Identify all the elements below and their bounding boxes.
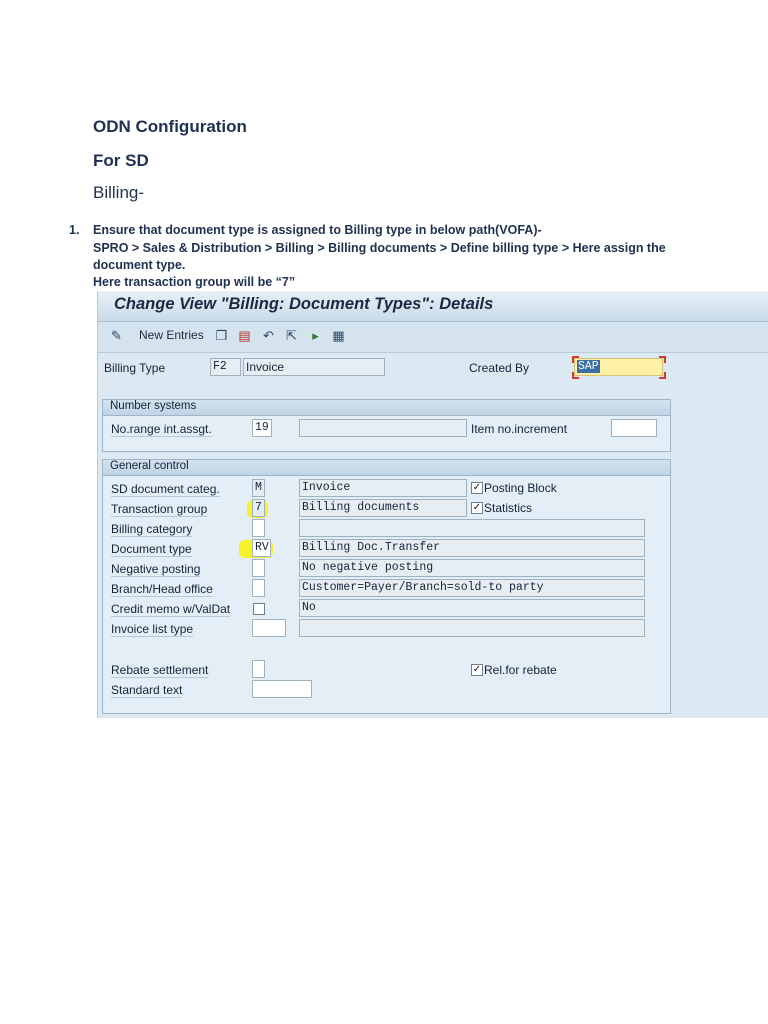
negative-posting-description: No negative posting [299,559,645,577]
transaction-group-field: 7 [252,499,265,517]
sd-document-category-label: SD document categ. [111,482,220,496]
step-text-line-1: Ensure that document type is assigned to Billing type in below path(VOFA)- [93,223,542,237]
number-systems-title-bar [103,400,670,416]
created-by-value: SAP [578,360,599,373]
step-text-line-4: Here transaction group will be “7” [93,275,296,289]
doc-heading-for-sd: For SD [93,151,149,170]
step-text-line-3: document type. [93,258,186,272]
next-icon[interactable]: ▸ [312,328,319,343]
new-entries-button[interactable]: New Entries [139,328,204,342]
sap-screen [97,291,768,718]
rebate-settlement-field[interactable] [252,660,265,678]
select-all-icon[interactable]: ⇱ [286,328,297,343]
negative-posting-label: Negative posting [111,562,201,576]
corner-mark [572,372,579,379]
credit-memo-label: Credit memo w/ValDat [111,602,231,616]
rel-for-rebate-checkbox[interactable]: ✓ [472,664,482,675]
document-type-description: Billing Doc.Transfer [299,539,645,557]
billing-type-field: F2 [210,358,241,376]
delete-icon[interactable]: ▤ [238,328,251,343]
standard-text-field[interactable] [252,680,312,698]
item-increment-label: Item no.increment [471,422,568,436]
invoice-list-type-field[interactable] [252,619,286,637]
general-control-title-bar [103,460,670,476]
doc-heading-billing: Billing- [93,183,145,202]
item-increment-field[interactable] [611,419,657,437]
posting-block-checkbox[interactable]: ✓ [472,482,482,493]
posting-block-label: Posting Block [484,481,557,495]
corner-mark [572,356,579,363]
branch-head-office-description: Customer=Payer/Branch=sold-to party [299,579,645,597]
undo-icon[interactable]: ↶ [263,328,274,343]
corner-mark [659,372,666,379]
rebate-settlement-label: Rebate settlement [111,663,209,677]
invoice-list-type-label: Invoice list type [111,622,194,636]
step-text-line-2: SPRO > Sales & Distribution > Billing > Billing documents > Define billing type > Here assign the [93,241,666,255]
branch-head-office-field[interactable] [252,579,265,597]
billing-type-label: Billing Type [104,361,166,375]
standard-text-label: Standard text [111,683,183,697]
negative-posting-field[interactable] [252,559,265,577]
branch-head-office-label: Branch/Head office [111,582,213,596]
doc-heading-odn-configuration: ODN Configuration [93,117,247,136]
general-control-group [102,459,671,714]
number-systems-title: Number systems [110,400,197,412]
sap-title-bar [98,291,768,322]
deselect-icon[interactable]: ▦ [332,328,345,343]
billing-category-field[interactable] [252,519,265,537]
billing-type-description: Invoice [243,358,385,376]
invoice-list-type-description [299,619,645,637]
transaction-group-description: Billing documents [299,499,467,517]
rel-for-rebate-label: Rel.for rebate [484,663,557,677]
sap-screen-title: Change View "Billing: Document Types": Details [114,295,494,313]
document-type-field[interactable]: RV [252,539,271,557]
general-control-title: General control [110,460,189,472]
number-range-field[interactable]: 19 [252,419,272,437]
sd-document-category-field: M [252,479,265,497]
display-change-icon[interactable]: ✎ [111,328,122,343]
number-systems-group [102,399,671,452]
number-range-label: No.range int.assgt. [111,422,212,436]
billing-category-label: Billing category [111,522,193,536]
copy-icon[interactable]: ❐ [215,328,228,343]
sd-document-category-description: Invoice [299,479,467,497]
statistics-label: Statistics [484,501,533,515]
credit-memo-description: No [299,599,645,617]
corner-mark [659,356,666,363]
step-number: 1. [69,223,80,237]
sap-toolbar [98,322,768,353]
created-by-field[interactable] [574,358,663,376]
statistics-checkbox[interactable]: ✓ [472,502,482,513]
transaction-group-label: Transaction group [111,502,208,516]
created-by-label: Created By [469,361,530,375]
credit-memo-checkbox[interactable] [253,603,265,615]
number-range-description [299,419,467,437]
billing-category-description [299,519,645,537]
document-type-label: Document type [111,542,192,556]
